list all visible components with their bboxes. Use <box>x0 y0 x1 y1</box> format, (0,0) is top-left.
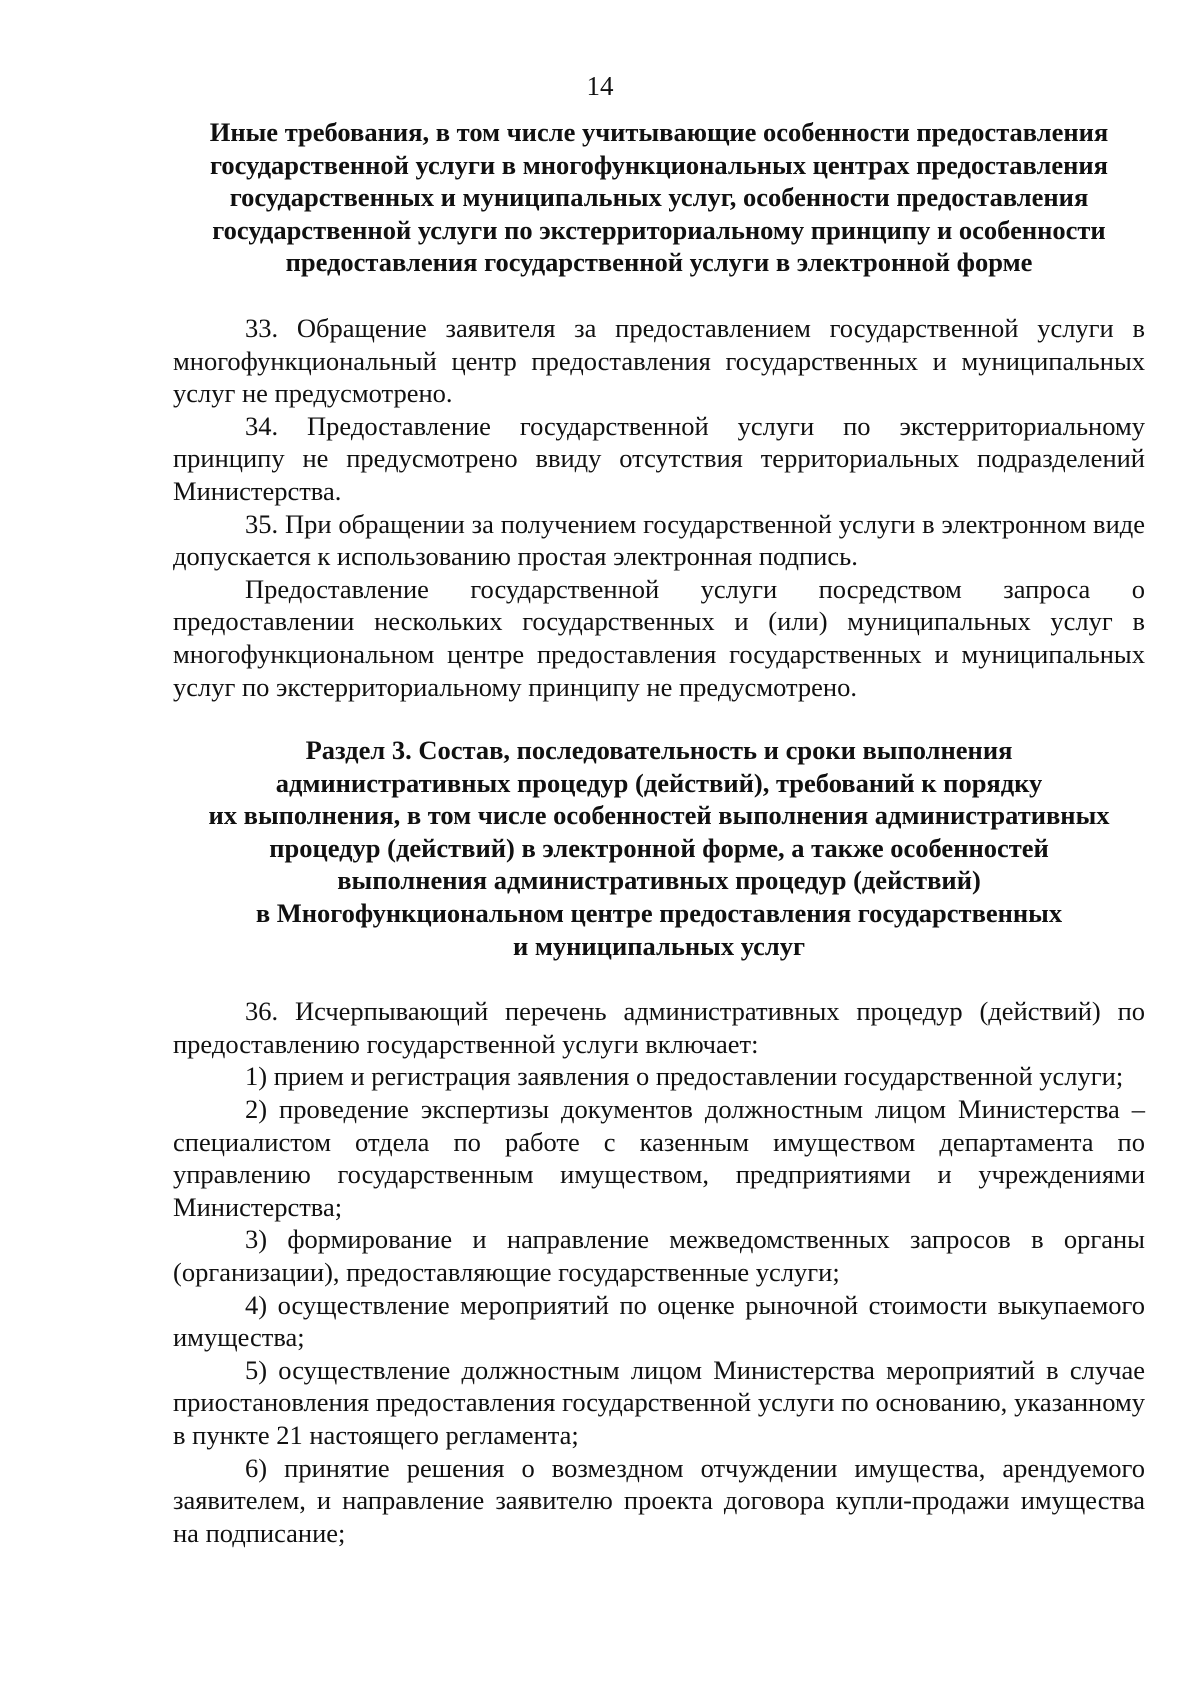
heading-line: предоставления государственной услуги в электронной форме <box>285 247 1033 278</box>
paragraph-35-continuation: Предоставление государственной услуги посредством запроса о предоставлении нескольких государственных и (или) муниципальных услуг в многофункциональном центре предоставления государственных и муниципальных услуг по экстерриториальному принципу не предусмотрено. <box>173 573 1145 702</box>
section-heading-other-requirements <box>173 116 1145 279</box>
paragraph-33: 33. Обращение заявителя за предоставлением государственной услуги в многофункциональный центр предоставления государственных и муниципальных услуг не предусмотрено. <box>173 312 1145 409</box>
paragraph-35: 35. При обращении за получением государственной услуги в электронном виде допускается к использованию простая электронная подпись. <box>173 508 1145 572</box>
paragraph-34: 34. Предоставление государственной услуги по экстерриториальному принципу не предусмотрено ввиду отсутствия территориальных подразделений Министерства. <box>173 410 1145 506</box>
paragraph-36: 36. Исчерпывающий перечень административных процедур (действий) по предоставлению государственной услуги включает: <box>173 996 1145 1059</box>
page-number: 14 <box>586 71 614 101</box>
heading-line: Иные требования, в том числе учитывающие особенности предоставления <box>209 117 1109 147</box>
heading-line: и муниципальных услуг <box>512 930 806 961</box>
list-item-4: 4) осуществление мероприятий по оценке рыночной стоимости выкупаемого имущества; <box>173 1289 1145 1353</box>
list-item-5: 5) осуществление должностным лицом Министерства мероприятий в случае приостановления предоставления государственной услуги по основанию, указанному в пункте 21 настоящего регламента; <box>173 1354 1145 1450</box>
heading-line: в Многофункциональном центре предоставления государственных <box>255 898 1063 929</box>
list-item-6: 6) принятие решения о возмездном отчуждении имущества, арендуемого заявителем, и направление заявителю проекта договора купли-продажи имущества на подписание; <box>173 1452 1145 1548</box>
heading-line: государственных и муниципальных услуг, особенности предоставления <box>229 182 1089 213</box>
heading-line: выполнения административных процедур (действий) <box>337 865 981 896</box>
heading-line: государственной услуги в многофункциональных центрах предоставления <box>209 149 1109 180</box>
list-item-2: 2) проведение экспертизы документов должностным лицом Министерства – специалистом отдела по работе с казенным имуществом департамента по управлению государственным имуществом, предприятиями и учреждениями Министерства; <box>173 1094 1145 1222</box>
list-item-1: 1) прием и регистрация заявления о предоставлении государственной услуги; <box>245 1061 1124 1092</box>
heading-line: процедур (действий) в электронной форме, а также особенностей <box>269 832 1049 863</box>
section-heading-section-3 <box>173 734 1145 962</box>
heading-line: государственной услуги по экстерриториальному принципу и особенности <box>212 214 1106 245</box>
list-item-3: 3) формирование и направление межведомственных запросов в органы (организации), предоставляющие государственные услуги; <box>173 1224 1145 1287</box>
heading-line: Раздел 3. Состав, последовательность и сроки выполнения <box>305 735 1013 766</box>
heading-line: административных процедур (действий), требований к порядку <box>275 767 1043 798</box>
page-content <box>173 116 1145 1549</box>
heading-line: их выполнения, в том числе особенностей выполнения административных <box>208 800 1110 831</box>
